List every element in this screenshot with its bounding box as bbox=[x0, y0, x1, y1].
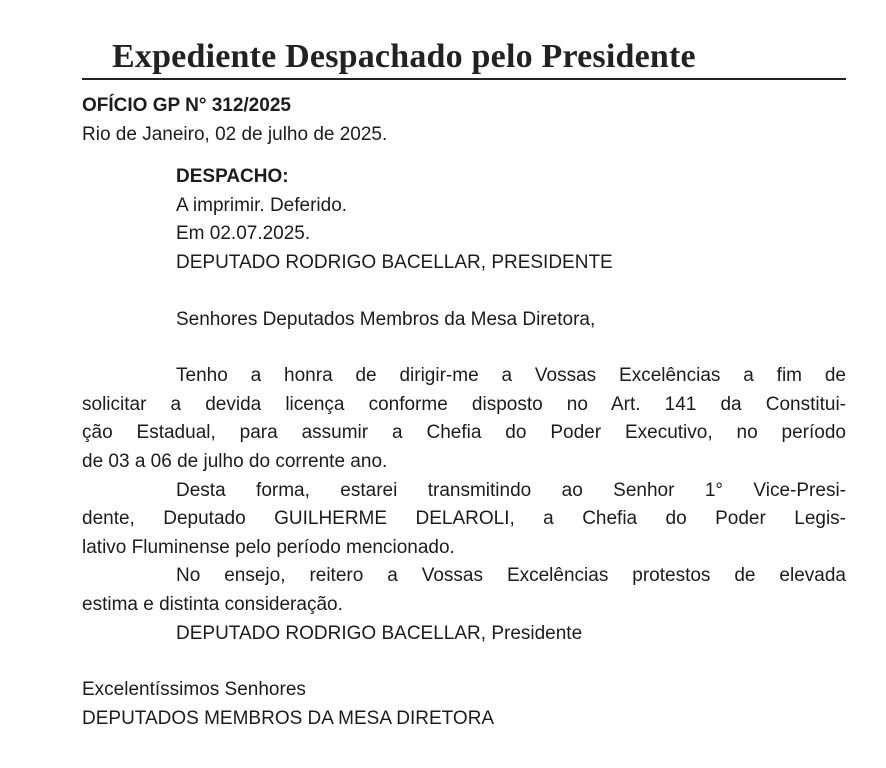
section-header bbox=[82, 36, 846, 80]
letter-paragraph-1 bbox=[82, 362, 846, 476]
paragraph-line: de 03 a 06 de julho do corrente ano. bbox=[82, 450, 388, 472]
letter-paragraph-2 bbox=[82, 477, 846, 563]
paragraph-line: estima e distinta consideração. bbox=[82, 593, 343, 615]
recipient-line: Excelentíssimos Senhores bbox=[82, 679, 306, 701]
despacho-date: Em 02.07.2025. bbox=[176, 223, 311, 245]
paragraph-line: solicitar a devida licença conforme disposto no Art. 141 da Constitui- bbox=[82, 393, 846, 415]
paragraph-line: No ensejo, reitero a Vossas Excelências protestos de elevada bbox=[176, 565, 846, 587]
despacho-line: A imprimir. Deferido. bbox=[176, 194, 348, 216]
paragraph-line: dente, Deputado GUILHERME DELAROLI, a Chefia do Poder Legis- bbox=[82, 508, 846, 530]
paragraph-line: ção Estadual, para assumir a Chefia do Poder Executivo, no período bbox=[82, 422, 846, 444]
despacho-label: DESPACHO: bbox=[176, 166, 289, 188]
paragraph-line: Tenho a honra de dirigir-me a Vossas Excelências a fim de bbox=[176, 365, 846, 387]
despacho-block bbox=[82, 163, 846, 334]
letter-paragraph-3 bbox=[82, 562, 846, 619]
letter-signature: DEPUTADO RODRIGO BACELLAR, Presidente bbox=[176, 622, 583, 644]
recipient-title: DEPUTADOS MEMBROS DA MESA DIRETORA bbox=[82, 707, 495, 729]
section-title: Expediente Despachado pelo Presidente bbox=[112, 38, 696, 75]
despacho-signature: DEPUTADO RODRIGO BACELLAR, PRESIDENTE bbox=[176, 251, 613, 273]
paragraph-line: Desta forma, estarei transmitindo ao Senhor 1° Vice-Presi- bbox=[176, 479, 846, 501]
paragraph-line: lativo Fluminense pelo período mencionado. bbox=[82, 536, 455, 558]
oficio-number: OFÍCIO GP N° 312/2025 bbox=[82, 95, 291, 116]
place-date: Rio de Janeiro, 02 de julho de 2025. bbox=[82, 123, 388, 145]
document-page bbox=[82, 36, 846, 733]
letter-salutation: Senhores Deputados Membros da Mesa Diretora, bbox=[176, 308, 596, 330]
